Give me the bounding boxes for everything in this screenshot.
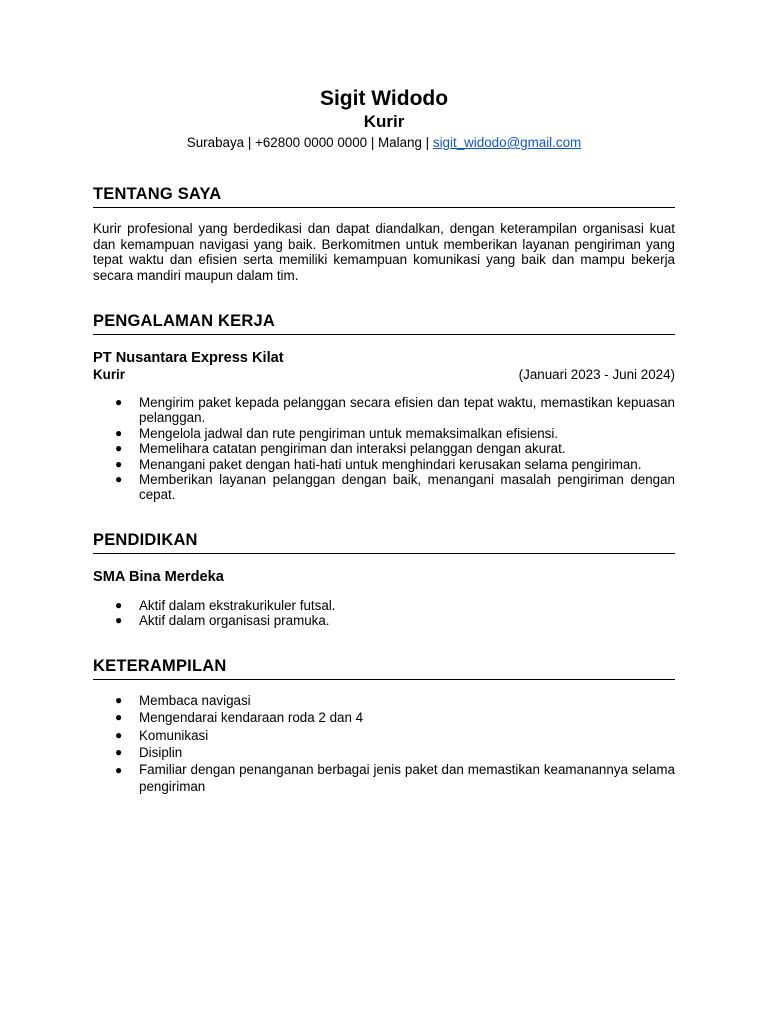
education-list: [93, 598, 675, 629]
school-name: SMA Bina Merdeka: [93, 568, 224, 585]
experience-list: [93, 395, 675, 503]
bullet-icon: ●: [115, 472, 123, 487]
bullet-icon: ●: [115, 710, 123, 725]
bullet-icon: ●: [115, 613, 123, 628]
experience-section: [93, 312, 675, 503]
candidate-name: Sigit Widodo: [319, 87, 449, 110]
education-heading: PENDIDIKAN: [93, 531, 675, 554]
position-title: Kurir: [93, 367, 125, 382]
about-section: [93, 185, 675, 283]
resume-page: [93, 86, 675, 795]
bullet-icon: ●: [115, 597, 123, 612]
list-item: ● Komunikasi: [115, 727, 209, 743]
list-item: ● Mengendarai kendaraan roda 2 dan 4: [115, 710, 364, 726]
about-text: Kurir profesional yang berdedikasi dan dapat diandalkan, dengan keterampilan organisasi kuat dan kemampuan navigasi yang baik. Berkomitmen untuk memberikan layanan pengiriman yang tepat waktu dan efisien serta memiliki kemampuan komunikasi yang baik dan mampu bekerja secara mandiri maupun dalam tim.: [93, 221, 675, 283]
about-heading: TENTANG SAYA: [93, 185, 675, 208]
list-item: ● Menangani paket dengan hati-hati untuk menghindari kerusakan selama pengiriman.: [115, 456, 642, 472]
skills-section: [93, 657, 675, 795]
list-item: ● Membaca navigasi: [115, 692, 251, 708]
list-item: ● Familiar dengan penanganan berbagai jenis paket dan memastikan keamanannya selama pengiriman: [115, 762, 675, 794]
list-item: ● Memelihara catatan pengiriman dan interaksi pelanggan dengan akurat.: [115, 441, 566, 457]
skills-heading: KETERAMPILAN: [93, 657, 675, 680]
contact-text: Surabaya | +62800 0000 0000 | Malang |: [186, 135, 433, 150]
bullet-icon: ●: [115, 425, 123, 440]
list-item: ● Aktif dalam organisasi pramuka.: [115, 613, 330, 629]
list-item: ● Aktif dalam ekstrakurikuler futsal.: [115, 597, 336, 613]
skills-list: [93, 692, 675, 795]
company-name: PT Nusantara Express Kilat: [93, 350, 284, 366]
resume-header: [93, 86, 675, 152]
bullet-icon: ●: [115, 745, 123, 760]
bullet-icon: ●: [115, 441, 123, 456]
employment-period: (Januari 2023 - Juni 2024): [518, 367, 675, 382]
list-item: ● Mengirim paket kepada pelanggan secara efisien dan tepat waktu, memastikan kepuasan pelanggan.: [115, 395, 675, 426]
bullet-icon: ●: [115, 395, 123, 409]
list-item: ● Disiplin: [115, 745, 183, 761]
bullet-icon: ●: [115, 727, 123, 742]
email-link[interactable]: sigit_widodo@gmail.com: [432, 135, 582, 150]
bullet-icon: ●: [115, 763, 123, 778]
list-item: ● Mengelola jadwal dan rute pengiriman untuk memaksimalkan efisiensi.: [115, 425, 559, 441]
bullet-icon: ●: [115, 692, 123, 707]
position-row: [93, 367, 675, 383]
bullet-icon: ●: [115, 456, 123, 471]
experience-heading: PENGALAMAN KERJA: [93, 312, 675, 335]
list-item: ● Memberikan layanan pelanggan dengan baik, menangani masalah pengiriman dengan cepat.: [115, 472, 675, 503]
contact-line: [93, 134, 675, 152]
education-section: [93, 531, 675, 629]
candidate-title: Kurir: [363, 112, 405, 131]
